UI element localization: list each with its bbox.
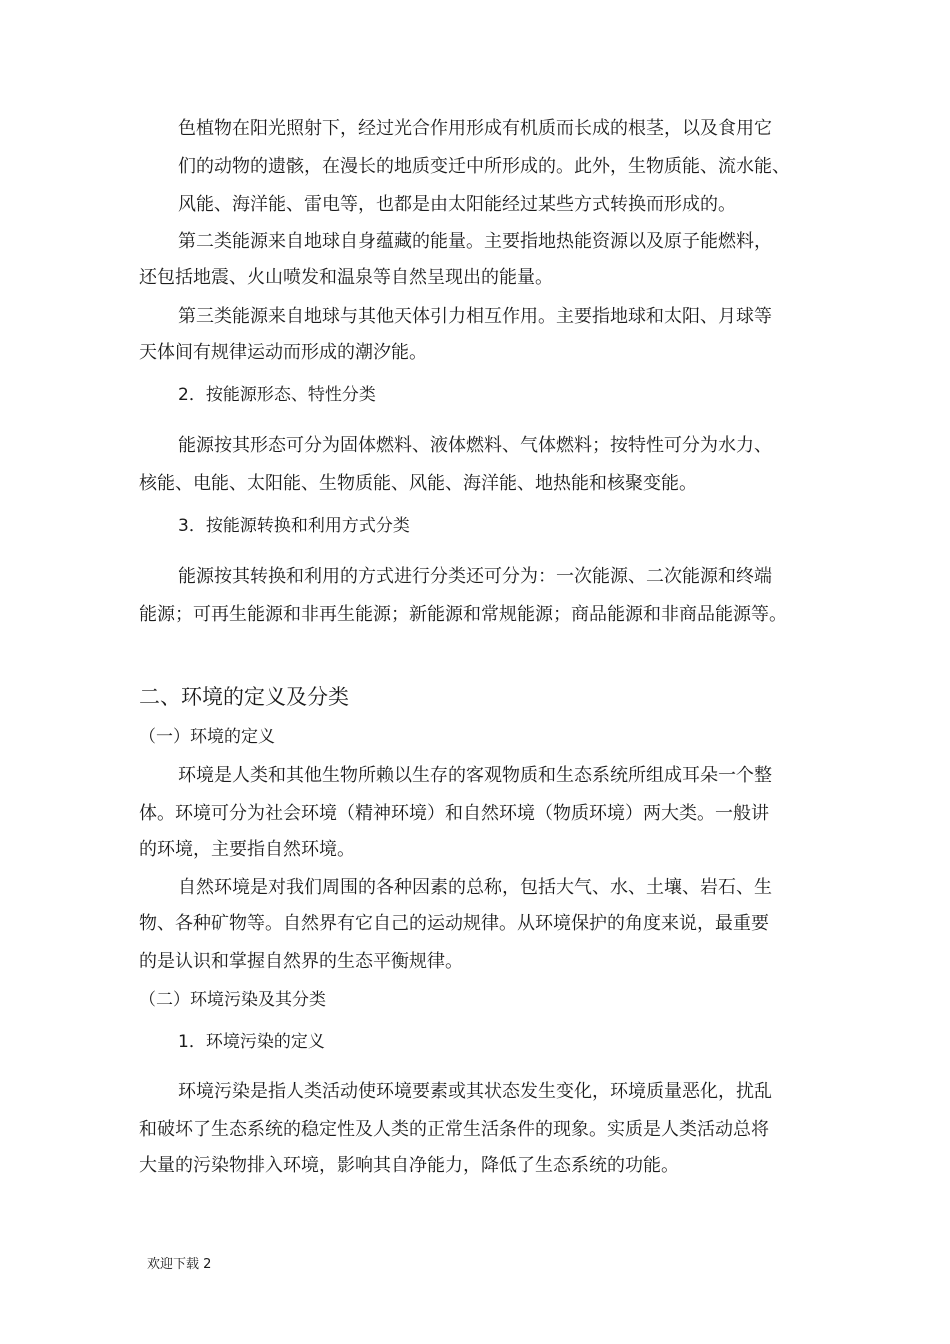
paragraph-line: 第二类能源来自地球自身蕴藏的能量。主要指地热能资源以及原子能燃料， [178,231,772,252]
paragraph-line: 体。环境可分为社会环境（精神环境）和自然环境（物质环境）两大类。一般讲 [139,803,769,824]
section-heading: 3．按能源转换和利用方式分类 [178,516,410,536]
paragraph-line: 物、各种矿物等。自然界有它自己的运动规律。从环境保护的角度来说，最重要 [139,913,769,934]
chapter-title: 二、环境的定义及分类 [139,685,349,709]
paragraph-line: 核能、电能、太阳能、生物质能、风能、海洋能、地热能和核聚变能。 [139,473,697,494]
section-heading: 1．环境污染的定义 [178,1032,325,1052]
paragraph-line: 环境是人类和其他生物所赖以生存的客观物质和生态系统所组成耳朵一个整 [178,765,772,786]
paragraph-line: 天体间有规律运动而形成的潮汐能。 [139,342,427,363]
paragraph-line: 环境污染是指人类活动使环境要素或其状态发生变化，环境质量恶化，扰乱 [178,1081,772,1102]
subsection-heading: （二）环境污染及其分类 [139,990,326,1010]
paragraph-line: 和破坏了生态系统的稳定性及人类的正常生活条件的现象。实质是人类活动总将 [139,1119,769,1140]
paragraph-line: 们的动物的遗骸，在漫长的地质变迁中所形成的。此外，生物质能、流水能、 [178,156,790,177]
subsection-heading: （一）环境的定义 [139,727,275,747]
paragraph-line: 第三类能源来自地球与其他天体引力相互作用。主要指地球和太阳、月球等 [178,306,772,327]
paragraph-line: 的环境，主要指自然环境。 [139,839,355,860]
section-heading: 2．按能源形态、特性分类 [178,385,376,405]
paragraph-line: 风能、海洋能、雷电等，也都是由太阳能经过某些方式转换而形成的。 [178,194,736,215]
paragraph-line: 的是认识和掌握自然界的生态平衡规律。 [139,951,463,972]
paragraph-line: 能源按其转换和利用的方式进行分类还可分为：一次能源、二次能源和终端 [178,566,772,587]
paragraph-line: 还包括地震、火山喷发和温泉等自然呈现出的能量。 [139,267,553,288]
page-footer: 欢迎下载 2 [147,1257,212,1272]
paragraph-line: 大量的污染物排入环境，影响其自净能力，降低了生态系统的功能。 [139,1155,679,1176]
paragraph-line: 自然环境是对我们周围的各种因素的总称，包括大气、水、土壤、岩石、生 [178,877,772,898]
paragraph-line: 能源按其形态可分为固体燃料、液体燃料、气体燃料；按特性可分为水力、 [178,435,772,456]
paragraph-line: 能源；可再生能源和非再生能源；新能源和常规能源；商品能源和非商品能源等。 [139,604,787,625]
paragraph-line: 色植物在阳光照射下，经过光合作用形成有机质而长成的根茎，以及食用它 [178,118,772,139]
